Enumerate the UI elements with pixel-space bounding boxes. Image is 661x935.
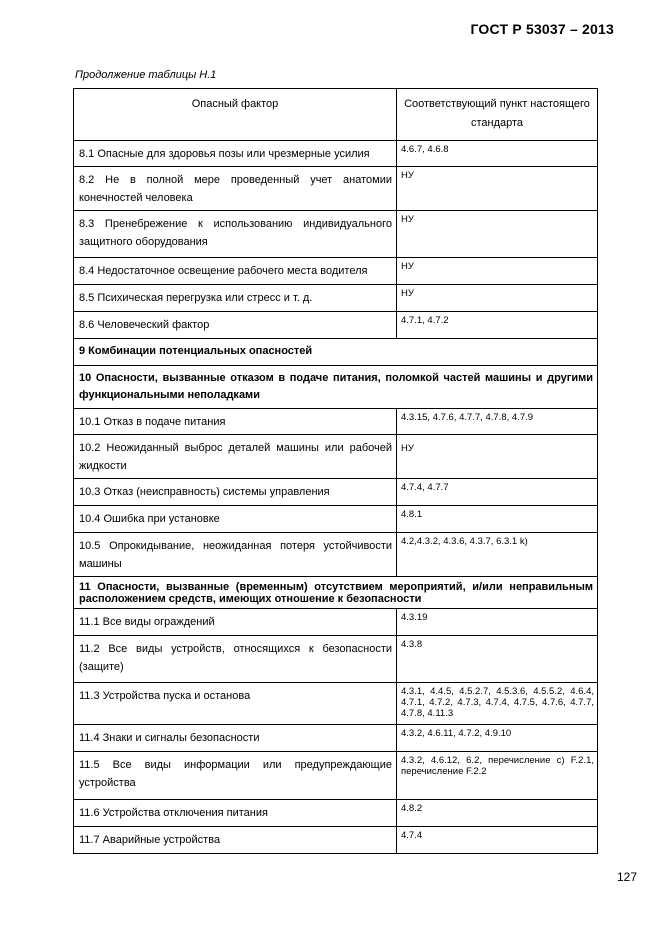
table-row	[74, 725, 598, 752]
document-code: ГОСТ Р 53037 – 2013	[470, 21, 614, 37]
table-row	[74, 506, 598, 533]
table-row	[74, 312, 598, 339]
clause-cell: НУ	[397, 285, 598, 312]
table-caption: Продолжение таблицы Н.1	[75, 69, 217, 81]
table-row	[74, 141, 598, 167]
clause-cell: 4.3.1, 4.4.5, 4.5.2.7, 4.5.3.6, 4.5.5.2, 4.6.4, 4.7.1, 4.7.2, 4.7.3, 4.7.4, 4.7.5, 4.7.6, 4.7.7, 4.7.8, 4.11.3	[397, 683, 598, 725]
table-row	[74, 827, 598, 854]
table-header-row	[74, 89, 598, 141]
clause-cell: 4.6.7, 4.6.8	[397, 141, 598, 167]
clause-cell: 4.3.2, 4.6.12, 6.2, перечисление с) F.2.1, перечисление F.2.2	[397, 752, 598, 800]
page-number: 127	[616, 870, 637, 884]
hazard-cell: 8.4 Недостаточное освещение рабочего места водителя	[74, 258, 397, 285]
hazard-cell: 11.7 Аварийные устройства	[74, 827, 397, 854]
table-row	[74, 609, 598, 636]
hazard-cell: 11.6 Устройства отключения питания	[74, 800, 397, 827]
clause-cell: НУ	[397, 258, 598, 285]
clause-cell: 4.2,4.3.2, 4.3.6, 4.3.7, 6.3.1 k)	[397, 533, 598, 577]
table-row	[74, 167, 598, 211]
clause-cell: НУ	[397, 435, 598, 479]
hazard-cell: 11.4 Знаки и сигналы безопасности	[74, 725, 397, 752]
hazard-cell: 10.5 Опрокидывание, неожиданная потеря устойчивости машины	[74, 533, 397, 577]
table-row	[74, 258, 598, 285]
clause-cell: НУ	[397, 167, 598, 211]
table-row	[74, 409, 598, 435]
clause-cell: 4.7.4	[397, 827, 598, 854]
table-row	[74, 479, 598, 506]
clause-cell: 4.3.8	[397, 636, 598, 683]
hazard-cell: 11.3 Устройства пуска и останова	[74, 683, 397, 725]
col-header-hazard: Опасный фактор	[74, 89, 397, 141]
clause-cell: 4.3.15, 4.7.6, 4.7.7, 4.7.8, 4.7.9	[397, 409, 598, 435]
table-row	[74, 435, 598, 479]
clause-cell: НУ	[397, 211, 598, 258]
clause-cell: 4.3.2, 4.6.11, 4.7.2, 4.9.10	[397, 725, 598, 752]
hazard-cell: 8.6 Человеческий фактор	[74, 312, 397, 339]
hazard-cell: 10.1 Отказ в подаче питания	[74, 409, 397, 435]
section-row	[74, 339, 598, 366]
section-heading: 9 Комбинации потенциальных опасностей	[74, 339, 598, 366]
section-row	[74, 577, 598, 609]
table-row	[74, 285, 598, 312]
hazard-cell: 8.5 Психическая перегрузка или стресс и т. д.	[74, 285, 397, 312]
hazard-cell: 10.2 Неожиданный выброс деталей машины или рабочей жидкости	[74, 435, 397, 479]
hazard-cell: 8.3 Пренебрежение к использованию индивидуального защитного оборудования	[74, 211, 397, 258]
clause-cell: 4.3.19	[397, 609, 598, 636]
hazard-cell: 11.2 Все виды устройств, относящихся к безопасности (защите)	[74, 636, 397, 683]
col-header-clause: Соответствующий пункт настоящего стандарта	[397, 89, 598, 141]
hazards-table	[73, 88, 598, 854]
table-row	[74, 636, 598, 683]
hazard-cell: 10.4 Ошибка при установке	[74, 506, 397, 533]
clause-cell: 4.8.1	[397, 506, 598, 533]
hazard-cell: 10.3 Отказ (неисправность) системы управления	[74, 479, 397, 506]
hazard-cell: 8.1 Опасные для здоровья позы или чрезмерные усилия	[74, 141, 397, 167]
hazard-cell: 8.2 Не в полной мере проведенный учет анатомии конечностей человека	[74, 167, 397, 211]
section-heading: 10 Опасности, вызванные отказом в подаче питания, поломкой частей машины и другими функциональными неполадками	[74, 366, 598, 409]
clause-cell: 4.7.4, 4.7.7	[397, 479, 598, 506]
table-row	[74, 533, 598, 577]
clause-cell: 4.7.1, 4.7.2	[397, 312, 598, 339]
table-row	[74, 211, 598, 258]
hazard-cell: 11.1 Все виды ограждений	[74, 609, 397, 636]
section-row	[74, 366, 598, 409]
table-row	[74, 683, 598, 725]
table-row	[74, 752, 598, 800]
hazard-cell: 11.5 Все виды информации или предупреждающие устройства	[74, 752, 397, 800]
section-heading: 11 Опасности, вызванные (временным) отсутствием мероприятий, и/или неправильным расположением средств, имеющих отношение к безопасности	[74, 577, 598, 609]
clause-cell: 4.8.2	[397, 800, 598, 827]
table-row	[74, 800, 598, 827]
